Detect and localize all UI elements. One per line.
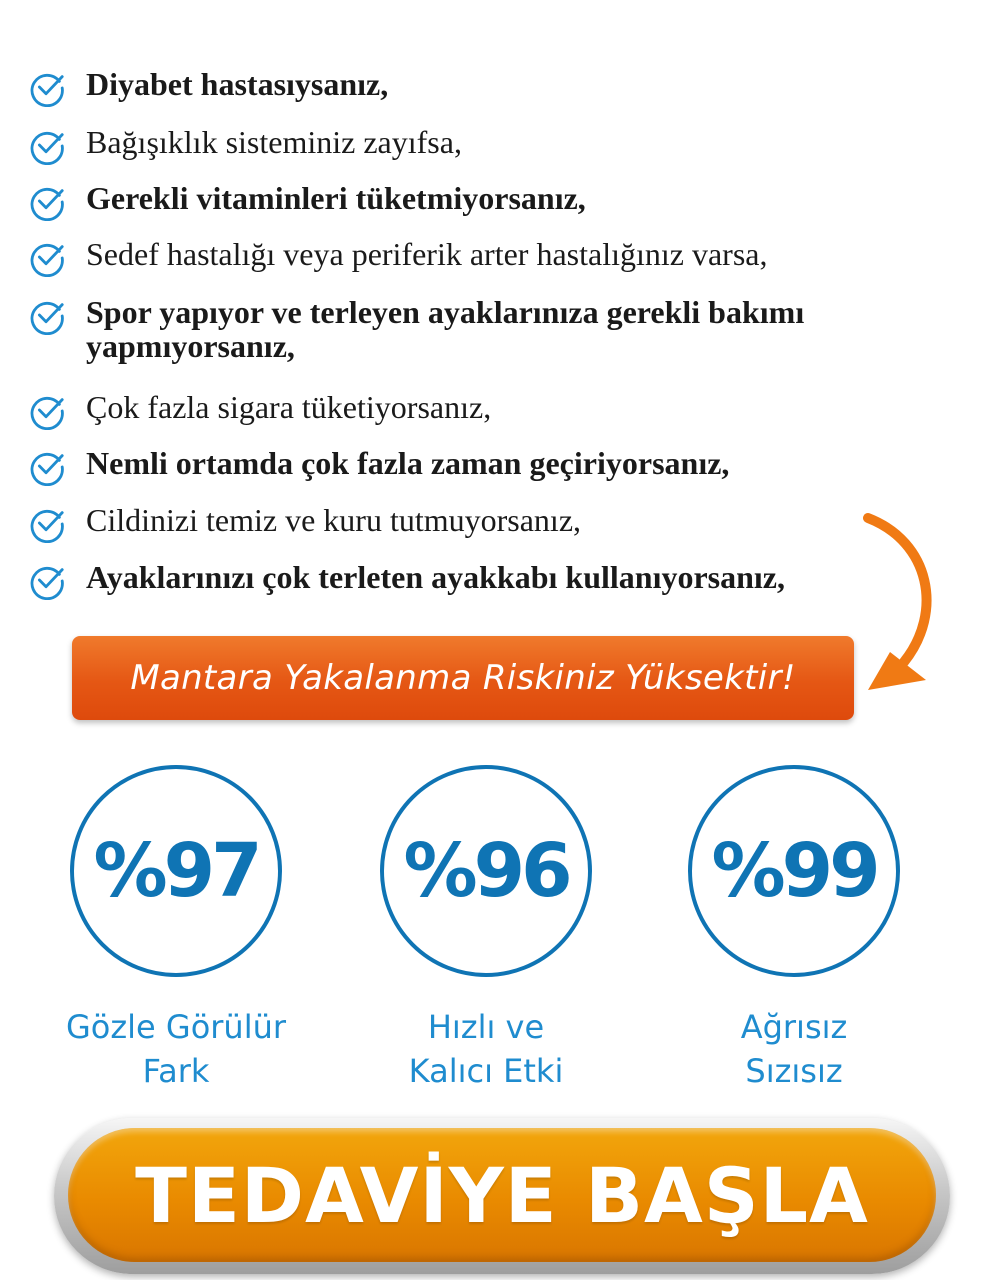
risk-item-6	[28, 390, 888, 430]
risk-item-text: Cildinizi temiz ve kuru tutmuyorsanız,	[86, 502, 582, 538]
risk-item-9	[28, 560, 888, 600]
check-circle-icon	[28, 448, 66, 486]
stat-label	[638, 1005, 950, 1093]
stat-label	[330, 1005, 642, 1093]
risk-factor-list	[0, 0, 1000, 620]
risk-item-2	[28, 125, 888, 165]
stat-label-line-2: Kalıcı Etki	[408, 1052, 564, 1090]
start-treatment-button[interactable]	[68, 1128, 936, 1262]
risk-item-7	[28, 446, 888, 486]
risk-warning-text: Mantara Yakalanma Riskiniz Yüksektir!	[130, 658, 796, 698]
check-circle-icon	[28, 183, 66, 221]
start-treatment-label: TEDAVİYE BAŞLA	[135, 1150, 869, 1240]
stat-label-line-1: Ağrısız	[740, 1008, 848, 1046]
check-circle-icon	[28, 239, 66, 277]
risk-item-text: Gerekli vitaminleri tüketmiyorsanız,	[86, 180, 586, 216]
risk-item-text: Diyabet hastasıysanız,	[86, 66, 389, 102]
risk-item-text: Ayaklarınızı çok terleten ayakkabı kullanıyorsanız,	[86, 559, 785, 595]
risk-item-3	[28, 181, 888, 221]
risk-item-text: Nemli ortamda çok fazla zaman geçiriyorsanız,	[86, 445, 730, 481]
risk-warning-banner	[72, 636, 854, 720]
check-circle-icon	[28, 127, 66, 165]
curved-arrow-icon	[860, 512, 950, 702]
check-circle-icon	[28, 562, 66, 600]
stat-circle	[688, 765, 900, 977]
stat-circle	[70, 765, 282, 977]
stat-value: %99	[711, 828, 877, 914]
check-circle-icon	[28, 392, 66, 430]
check-circle-icon	[28, 69, 66, 107]
check-circle-icon	[28, 505, 66, 543]
stat-fast-lasting-effect	[330, 765, 650, 1095]
stat-value: %96	[403, 828, 569, 914]
risk-item-8	[28, 503, 888, 543]
risk-item-5	[28, 295, 888, 363]
stat-label	[20, 1005, 332, 1093]
risk-item-text: Spor yapıyor ve terleyen ayaklarınıza gerekli bakımı yapmıyorsanız,	[86, 294, 805, 364]
check-circle-icon	[28, 297, 66, 335]
risk-item-1	[28, 67, 888, 107]
stat-visible-difference	[20, 765, 340, 1095]
stat-circle	[380, 765, 592, 977]
risk-item-text: Çok fazla sigara tüketiyorsanız,	[86, 389, 492, 425]
stat-label-line-1: Gözle Görülür	[65, 1008, 287, 1046]
stat-painless	[638, 765, 958, 1095]
risk-item-text: Sedef hastalığı veya periferik arter hastalığınız varsa,	[86, 236, 768, 272]
stat-label-line-1: Hızlı ve	[427, 1008, 545, 1046]
risk-item-text: Bağışıklık sisteminiz zayıfsa,	[86, 124, 462, 160]
stat-value: %97	[93, 828, 259, 914]
stat-label-line-2: Fark	[142, 1052, 210, 1090]
risk-item-4	[28, 237, 888, 277]
stat-label-line-2: Sızısız	[745, 1052, 843, 1090]
